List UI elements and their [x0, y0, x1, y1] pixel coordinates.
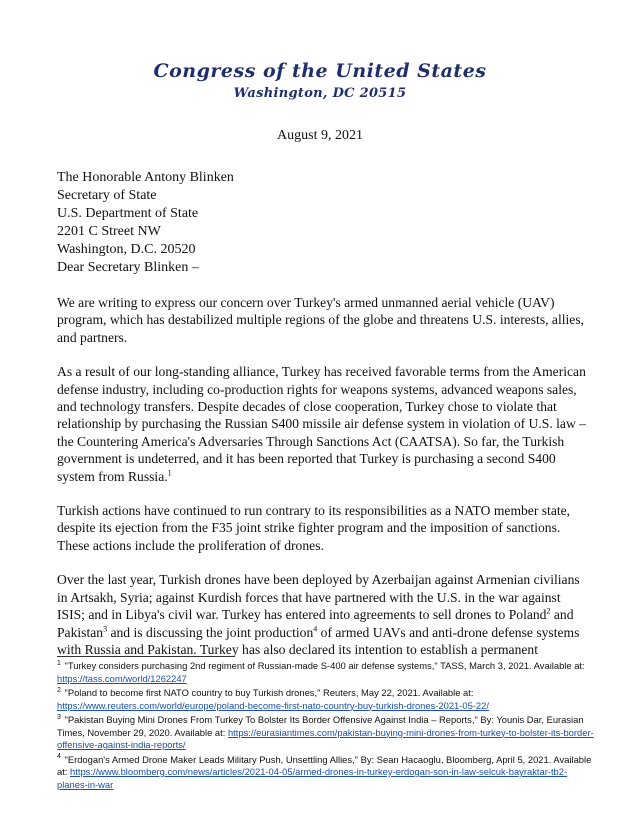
- salutation: Dear Secretary Blinken –: [57, 260, 199, 275]
- recipient-name: The Honorable Antony Blinken: [57, 170, 234, 185]
- recipient-address: [57, 169, 234, 259]
- footnote-4: $^4$ "Erdogan's Armed Drone Maker Leads Military Push, Unsettling Allies," By: Sean Hacaoglu, Bloomberg, April 5, 2021. Available at: https://www.bloomberg.com/news/articles/2021-04-05/armed-drones-in-turkey-erdogan-son-in-law-selcuk-bayraktar-tb2-planes-in-war: [57, 753, 592, 790]
- footnote-2: $^2$ "Poland to become first NATO country to buy Turkish drones," Reuters, May 22, 2021. Available at: https://www.reuters.com/world/europe/poland-become-first-nato-country-buy-turkish-drones-2021-05-22/: [57, 686, 489, 711]
- footnote-1-link[interactable]: https://tass.com/world/1262247: [57, 672, 187, 684]
- footnote-3: $^3$ "Pakistan Buying Mini Drones From Turkey To Bolster Its Border Offensive Against India – Reports," By: Younis Dar, Eurasian Times, November 29, 2020. Available at: https://eurasiantimes.com/pakistan-buying-mini-drones-from-turkey-to-bolster-its-border-offensive-against-india-reports/: [57, 713, 594, 750]
- footnote-4-link[interactable]: https://www.bloomberg.com/news/articles/2021-04-05/armed-drones-in-turkey-erdogan-son-in-law-selcuk-bayraktar-tb2-planes-in-war: [57, 766, 568, 790]
- letterhead-title: Congress of the United States: [153, 60, 487, 82]
- paragraph-1: We are writing to express our concern over Turkey's armed unmanned aerial vehicle (UAV) program, which has destabilized multiple regions of the globe and threatens U.S. interests, allies, and partners.: [57, 295, 585, 345]
- recipient-city: Washington, D.C. 20520: [57, 242, 196, 257]
- footnote-3-link[interactable]: https://eurasiantimes.com/pakistan-buying-mini-drones-from-turkey-to-bolster-its-border-offensive-against-india-reports/: [57, 726, 594, 750]
- recipient-title: Secretary of State: [57, 188, 157, 203]
- footnote-ref-4: 4: [313, 623, 318, 633]
- footnote-divider: [57, 656, 235, 657]
- footnote-1: $^1$ "Turkey considers purchasing 2nd regiment of Russian-made S-400 air defense systems," TASS, March 3, 2021. Available at: https://tass.com/world/1262247: [57, 659, 585, 684]
- footnotes: [57, 660, 597, 793]
- footnote-ref-3: 3: [103, 623, 108, 633]
- letterhead-subtitle: Washington, DC 20515: [233, 86, 407, 101]
- footnote-ref-2: 2: [546, 606, 551, 616]
- paragraph-4: Over the last year, Turkish drones have been deployed by Azerbaijan against Armenian civilians in Artsakh, Syria; against Kurdish forces that have partnered with the U.S. in the war against ISIS; and in Libya's civil war. Turkey has entered into agreements to sell drones to Poland$^2$ and Pakistan$^3$ and is discussing the joint production$^4$ of armed UAVs and anti-drone defense systems with Russia and Pakistan. Turkey has also declared its intention to establish a permanent: [57, 572, 580, 657]
- letterhead: [0, 60, 640, 101]
- paragraph-2: As a result of our long-standing alliance, Turkey has received favorable terms from the American defense industry, including co-production rights for weapons systems, advanced weapons sales, and technology transfers. Despite decades of close cooperation, Turkey chose to violate that relationship by purchasing the Russian S400 missile air defense system in violation of U.S. law – the Countering America's Adversaries Through Sanctions Act (CAATSA). So far, the Turkish government is undeterred, and it has been reported that Turkey is purchasing a second S400 system from Russia.$^1$: [57, 364, 586, 484]
- paragraph-3: Turkish actions have continued to run contrary to its responsibilities as a NATO member state, despite its ejection from the F35 joint strike fighter program and the imposition of sanctions. These actions include the proliferation of drones.: [57, 503, 571, 553]
- letter-date: August 9, 2021: [277, 128, 363, 143]
- letter-body: [57, 294, 587, 675]
- recipient-street: 2201 C Street NW: [57, 224, 161, 239]
- recipient-department: U.S. Department of State: [57, 206, 199, 221]
- footnote-ref-1: 1: [167, 468, 172, 478]
- footnote-2-link[interactable]: https://www.reuters.com/world/europe/poland-become-first-nato-country-buy-turkish-drones-2021-05-22/: [57, 699, 489, 711]
